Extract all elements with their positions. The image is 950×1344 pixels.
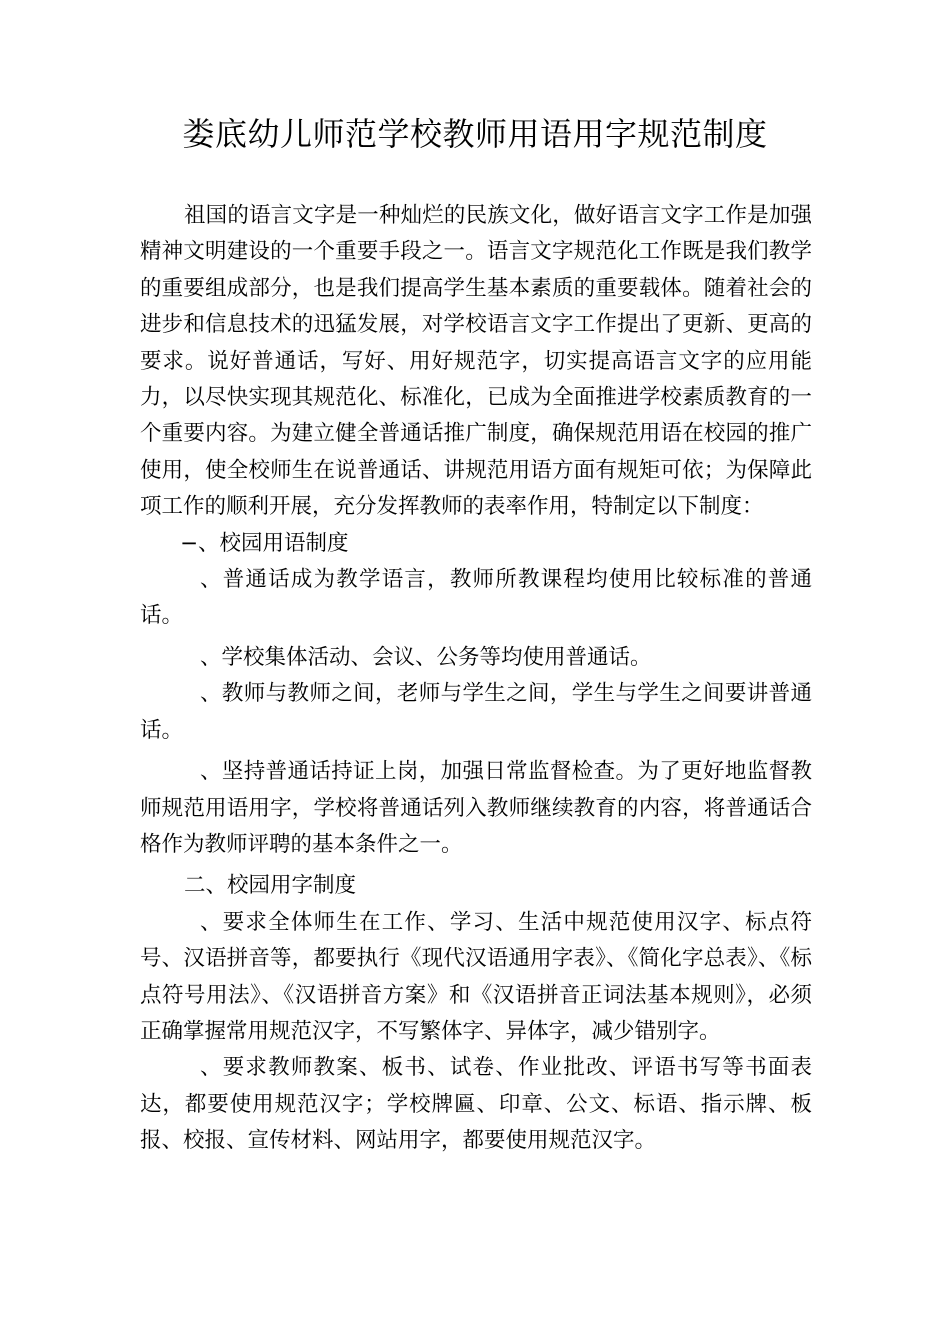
- speech-rule-2: 、学校集体活动、会议、公务等均使用普通话。: [200, 644, 652, 670]
- section-heading-writing: 二、校园用字制度: [184, 873, 357, 899]
- document-body: [140, 198, 812, 1160]
- section-heading-speech: −、校园用语制度: [180, 530, 349, 556]
- document-title: 娄底幼儿师范学校教师用语用字规范制度: [182, 115, 768, 153]
- writing-rule-1: 、要求全体师生在工作、学习、生活中规范使用汉字、标点符号、汉语拼音等，都要执行《现代汉语通用字表》、《简化字总表》、《标点符号用法》、《汉语拼音方案》和《汉语拼音正词法基本规则》，必须正确掌握常用规范汉字，不写繁体字、异体字，减少错别字。: [140, 909, 812, 1044]
- speech-rule-3: 、教师与教师之间，老师与学生之间，学生与学生之间要讲普通话。: [140, 681, 812, 743]
- intro-paragraph: 祖国的语言文字是一种灿烂的民族文化，做好语言文字工作是加强精神文明建设的一个重要手段之一。语言文字规范化工作既是我们教学的重要组成部分，也是我们提高学生基本素质的重要载体。随着社会的进步和信息技术的迅猛发展，对学校语言文字工作提出了更新、更高的要求。说好普通话，写好、用好规范字，切实提高语言文字的应用能力，以尽快实现其规范化、标准化，已成为全面推进学校素质教育的一个重要内容。为建立健全普通话推广制度，确保规范用语在校园的推广使用，使全校师生在说普通话、讲规范用语方面有规矩可依；为保障此项工作的顺利开展，充分发挥教师的表率作用，特制定以下制度：: [140, 203, 812, 520]
- speech-rule-4: 、坚持普通话持证上岗，加强日常监督检查。为了更好地监督教师规范用语用字，学校将普通话列入教师继续教育的内容，将普通话合格作为教师评聘的基本条件之一。: [140, 759, 812, 857]
- speech-rule-1: 、普通话成为教学语言，教师所教课程均使用比较标准的普通话。: [140, 567, 812, 629]
- writing-rule-2: 、要求教师教案、板书、试卷、作业批改、评语书写等书面表达，都要使用规范汉字；学校牌匾、印章、公文、标语、指示牌、板报、校报、宣传材料、网站用字，都要使用规范汉字。: [140, 1055, 812, 1154]
